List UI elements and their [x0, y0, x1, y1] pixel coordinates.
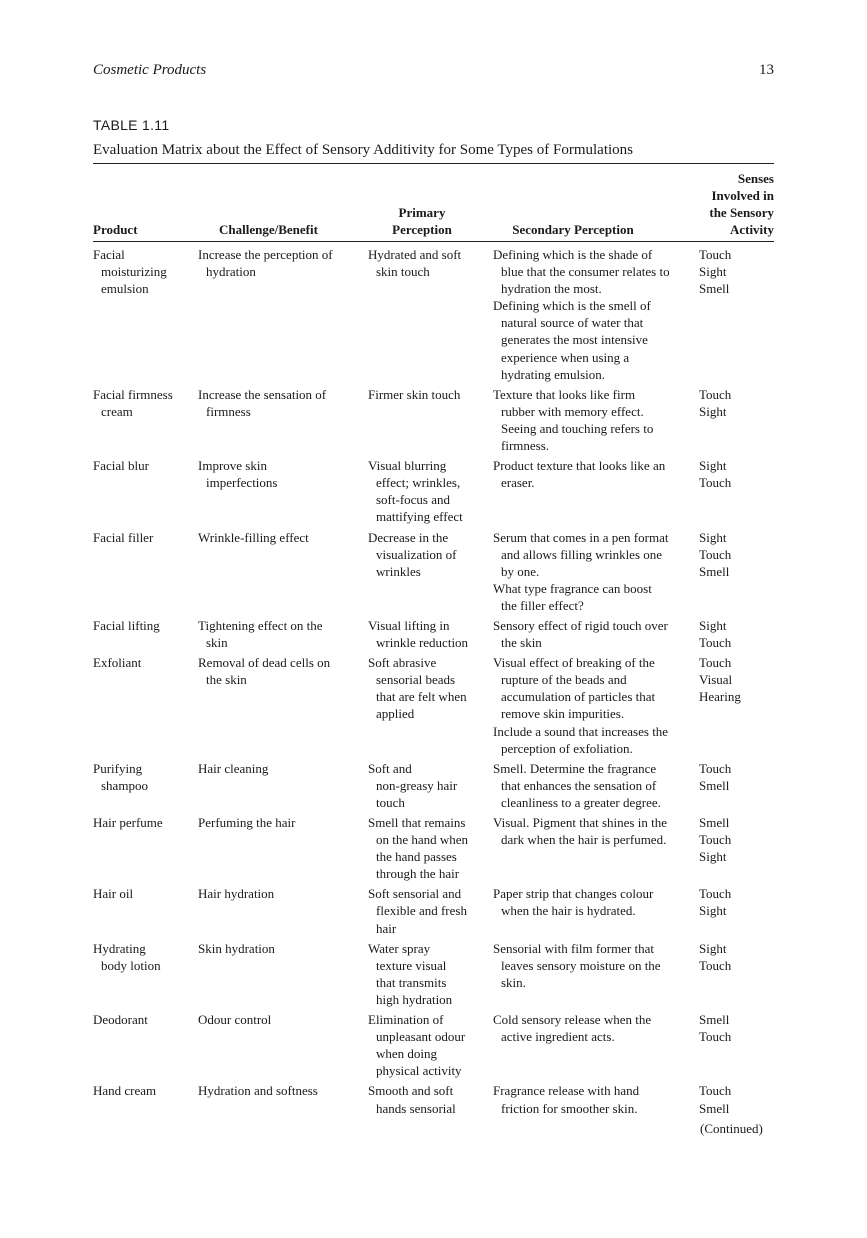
cell-product: Hair perfume	[93, 815, 163, 830]
secondary-perception-paragraph: Serum that comes in a pen format and allows filling wrinkles one by one.	[493, 529, 669, 579]
cell-primary-perception: Smooth and soft hands sensorial	[368, 1083, 456, 1116]
cell-primary-perception: Visual lifting in wrinkle reduction	[368, 617, 469, 651]
page-number: 13	[759, 62, 774, 78]
cell-senses: Smell Touch Sight	[699, 815, 732, 865]
cell-challenge: Hydration and softness	[198, 1083, 318, 1099]
cell-secondary-perception	[493, 617, 699, 651]
cell-primary-perception: Elimination of unpleasant odour when doing physical activity	[368, 1012, 466, 1079]
secondary-perception-paragraph: Paper strip that changes colour when the hair is hydrated.	[493, 886, 654, 919]
cell-senses: Touch Sight Smell	[699, 247, 732, 297]
secondary-perception-paragraph: Fragrance release with hand friction for smoother skin.	[493, 1083, 640, 1116]
secondary-perception-paragraph: Sensory effect of rigid touch over the skin	[493, 617, 668, 651]
cell-product: Deodorant	[93, 1012, 148, 1028]
cell-product: Hand cream	[93, 1083, 157, 1099]
cell-primary-perception: Water spray texture visual that transmits high hydration	[368, 940, 453, 1007]
secondary-perception-paragraph: Sensorial with film former that leaves sensory moisture on the skin.	[493, 940, 661, 990]
table-body	[93, 246, 774, 1120]
table-header-rule	[93, 241, 774, 242]
cell-primary-perception: Soft sensorial and flexible and fresh hair	[368, 886, 467, 936]
column-header-challenge: Challenge/Benefit	[219, 222, 318, 237]
table-row	[93, 529, 774, 614]
cell-secondary-perception	[493, 940, 699, 1008]
cell-challenge: Increase the sensation of firmness	[198, 386, 327, 419]
cell-secondary-perception	[493, 457, 699, 525]
cell-primary-perception: Soft and non-greasy hair touch	[368, 760, 458, 810]
cell-secondary-perception	[493, 386, 699, 454]
column-header-product: Product	[93, 222, 138, 237]
running-title: Cosmetic Products	[93, 62, 207, 78]
cell-senses: Sight Touch Smell	[699, 529, 732, 579]
secondary-perception-paragraph: Product texture that looks like an eraser.	[493, 458, 666, 491]
secondary-perception-paragraph: Smell. Determine the fragrance that enhances the sensation of cleanliness to a greater degree.	[493, 760, 661, 810]
cell-challenge: Perfuming the hair	[198, 815, 296, 830]
cell-senses: Touch Smell	[699, 1083, 732, 1116]
cell-product: Hair oil	[93, 886, 134, 902]
cell-primary-perception: Visual blurring effect; wrinkles, soft-focus and mattifying effect	[368, 458, 463, 525]
cell-primary-perception: Hydrated and soft skin touch	[368, 247, 462, 280]
cell-secondary-perception	[493, 654, 699, 757]
secondary-perception-paragraph: Defining which is the shade of blue that the consumer relates to hydration the most.	[493, 247, 670, 297]
table-top-rule	[93, 163, 774, 164]
cell-challenge: Increase the perception of hydration	[198, 247, 333, 280]
cell-product: Facial firmness cream	[93, 386, 173, 419]
secondary-perception-paragraph: Cold sensory release when the active ingredient acts.	[493, 1012, 652, 1045]
cell-secondary-perception	[493, 814, 699, 882]
secondary-perception-paragraph: Visual. Pigment that shines in the dark when the hair is perfumed.	[493, 815, 667, 848]
cell-challenge: Odour control	[198, 1012, 272, 1028]
cell-senses: Sight Touch	[699, 940, 732, 973]
table-row	[93, 885, 774, 936]
table-label: TABLE 1.11	[93, 117, 170, 133]
secondary-perception-paragraph: Texture that looks like firm rubber with memory effect. Seeing and touching refers to firmness.	[493, 386, 654, 454]
secondary-perception-paragraph: Defining which is the smell of natural source of water that generates the most intensive experience when using a hydrating emulsion.	[493, 298, 651, 382]
table-row	[93, 760, 774, 811]
cell-senses: Touch Sight	[699, 886, 732, 919]
cell-product: Purifying shampoo	[93, 760, 148, 793]
cell-primary-perception: Smell that remains on the hand when the hand passes through the hair	[368, 815, 469, 882]
table-row	[93, 457, 774, 525]
cell-challenge: Wrinkle-filling effect	[198, 529, 309, 545]
secondary-perception-paragraph: Include a sound that increases the perception of exfoliation.	[493, 723, 669, 756]
cell-secondary-perception	[493, 1011, 699, 1079]
cell-secondary-perception	[493, 529, 699, 614]
cell-product: Hydrating body lotion	[93, 940, 161, 973]
cell-challenge: Improve skin imperfections	[198, 458, 278, 491]
cell-primary-perception: Firmer skin touch	[368, 386, 461, 402]
secondary-perception-paragraph: Visual effect of breaking of the rupture of the beads and accumulation of particles that remove skin impurities.	[493, 655, 656, 722]
table-row	[93, 940, 774, 1008]
cell-secondary-perception	[493, 885, 699, 936]
cell-senses: Touch Sight	[699, 386, 732, 419]
cell-senses: Touch Visual Hearing	[699, 655, 741, 705]
cell-product: Facial blur	[93, 458, 149, 474]
table-row	[93, 654, 774, 757]
cell-product: Facial lifting	[93, 617, 160, 633]
cell-challenge: Tightening effect on the skin	[198, 617, 323, 651]
cell-senses: Touch Smell	[699, 760, 732, 793]
table-row	[93, 1082, 774, 1116]
table-caption: Evaluation Matrix about the Effect of Sensory Additivity for Some Types of Formulations	[93, 142, 633, 158]
column-header-primary-perception: Primary Perception	[392, 205, 452, 237]
cell-challenge: Removal of dead cells on the skin	[198, 655, 331, 688]
cell-product: Facial moisturizing emulsion	[93, 247, 167, 297]
cell-challenge: Skin hydration	[198, 940, 275, 956]
cell-secondary-perception	[493, 1082, 699, 1116]
cell-primary-perception: Soft abrasive sensorial beads that are felt when applied	[368, 655, 467, 722]
cell-challenge: Hair hydration	[198, 886, 275, 902]
cell-senses: Sight Touch	[699, 458, 732, 491]
cell-primary-perception: Decrease in the visualization of wrinkles	[368, 529, 457, 579]
table-row	[93, 814, 774, 882]
cell-senses: Smell Touch	[699, 1012, 732, 1045]
cell-challenge: Hair cleaning	[198, 760, 269, 776]
cell-secondary-perception	[493, 246, 699, 383]
table-row	[93, 617, 774, 651]
table-row	[93, 386, 774, 454]
cell-secondary-perception	[493, 760, 699, 811]
column-header-secondary-perception: Secondary Perception	[512, 222, 634, 237]
cell-senses: Sight Touch	[699, 617, 732, 651]
table-row	[93, 246, 774, 383]
continued-note: (Continued)	[700, 1121, 763, 1136]
cell-product: Facial filler	[93, 529, 154, 545]
secondary-perception-paragraph: What type fragrance can boost the filler effect?	[493, 580, 652, 613]
cell-product: Exfoliant	[93, 655, 142, 671]
table-row	[93, 1011, 774, 1079]
column-header-senses: Senses Involved in the Sensory Activity	[709, 171, 774, 237]
